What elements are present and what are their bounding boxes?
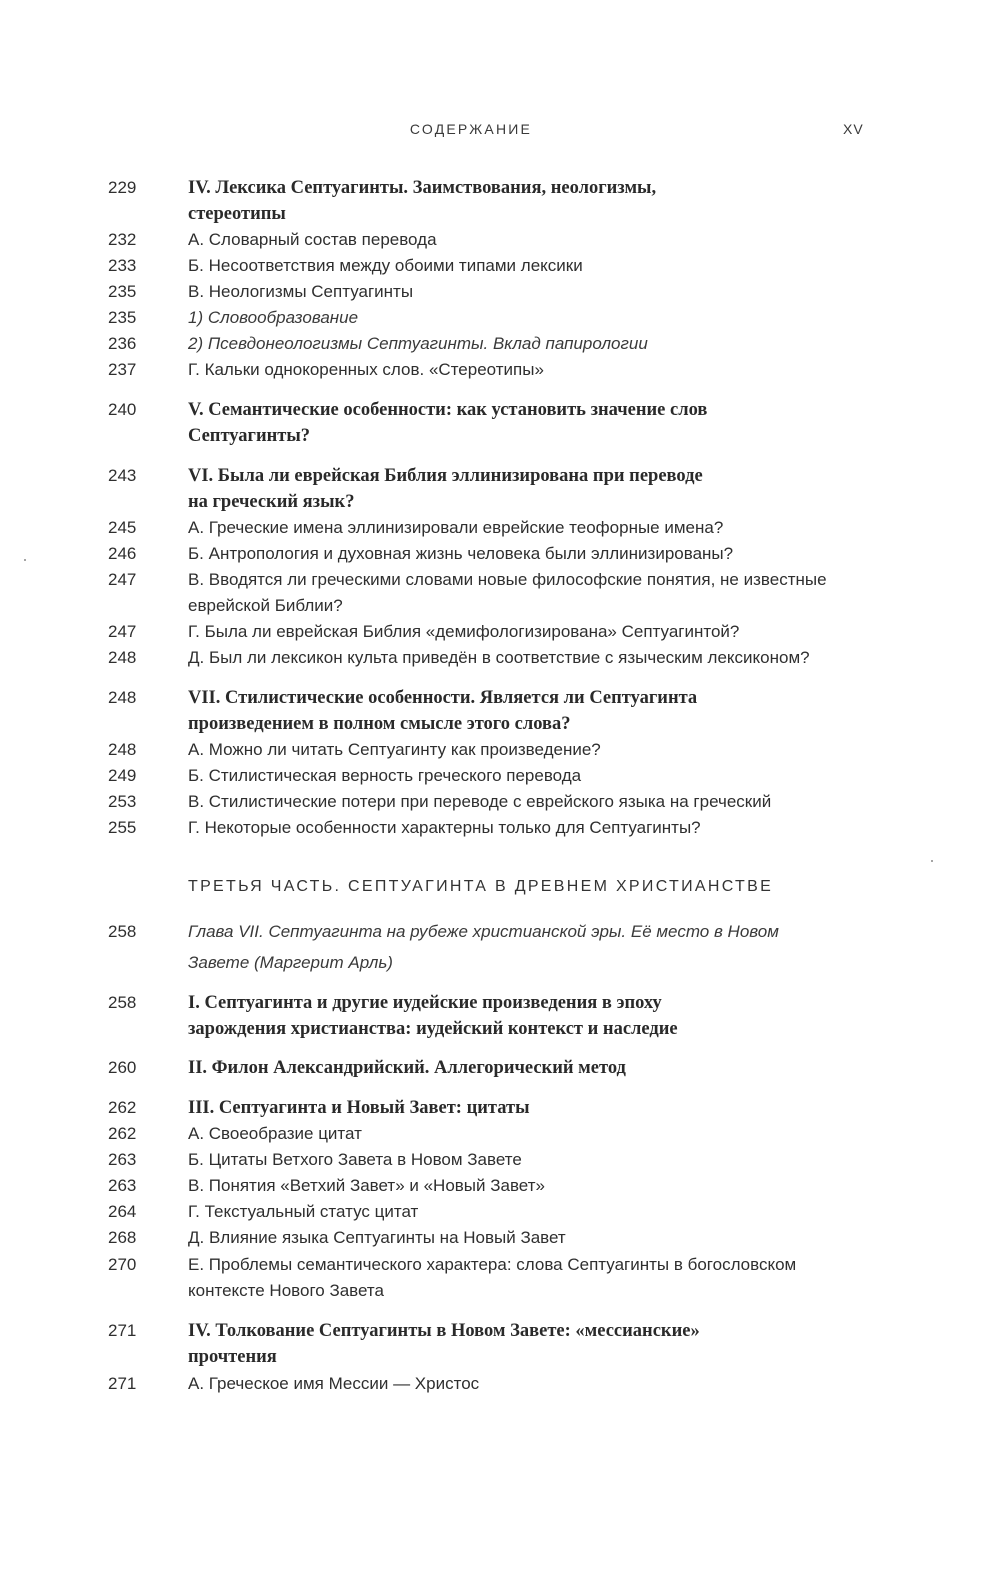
toc-subsection-title: еврейской Библии? [188, 596, 343, 615]
toc-section-title: I. Септуагинта и другие иудейские произведения в эпоху [188, 993, 662, 1013]
toc-section-title: прочтения [188, 1347, 277, 1367]
toc-subsection-title: Д. Был ли лексикон культа приведён в соответствие с языческим лексиконом? [188, 648, 810, 667]
toc-subsection-title: В. Неологизмы Септуагинты [188, 282, 414, 301]
toc-section-title: II. Филон Александрийский. Аллегорический метод [188, 1058, 626, 1078]
toc-entry [0, 763, 1000, 789]
toc-entry [0, 201, 1000, 227]
toc-entry [0, 1147, 1000, 1173]
toc-section-title: произведением в полном смысле этого слова? [188, 714, 571, 734]
toc-page-number: 229 [108, 178, 137, 197]
toc-page-number: 270 [108, 1255, 137, 1274]
toc-entry [0, 685, 1000, 711]
toc-page-number: 243 [108, 466, 137, 485]
toc-page-number: 262 [108, 1124, 137, 1143]
toc-entry [0, 567, 1000, 593]
toc-page-number: 258 [108, 993, 137, 1012]
toc-entry [0, 1371, 1000, 1397]
toc-subsection-title: А. Греческое имя Мессии — Христос [188, 1374, 480, 1393]
toc-section-title: VI. Была ли еврейская Библия эллинизирована при переводе [188, 466, 703, 486]
toc-page-number: 247 [108, 622, 137, 641]
toc-entry [0, 489, 1000, 515]
toc-entry [0, 1344, 1000, 1370]
toc-subsection-title: Б. Стилистическая верность греческого перевода [188, 766, 582, 785]
toc-entry [0, 1055, 1000, 1081]
toc-page-number: 268 [108, 1228, 137, 1247]
toc-entry [0, 950, 1000, 976]
toc-page-number: 263 [108, 1176, 137, 1195]
toc-item-title: 1) Словообразование [188, 308, 359, 327]
toc-entry [0, 919, 1000, 945]
toc-entry [0, 1252, 1000, 1278]
toc-entry [0, 815, 1000, 841]
toc-entry [0, 227, 1000, 253]
toc-entry [0, 990, 1000, 1016]
toc-entry [0, 1173, 1000, 1199]
toc-page-number: 263 [108, 1150, 137, 1169]
toc-entry [0, 331, 1000, 357]
toc-entry [0, 593, 1000, 619]
toc-entry [0, 619, 1000, 645]
toc-entry [0, 423, 1000, 449]
toc-subsection-title: В. Понятия «Ветхий Завет» и «Новый Завет» [188, 1176, 545, 1195]
toc-entry [0, 737, 1000, 763]
toc-entry [0, 711, 1000, 737]
scan-speck [931, 860, 933, 862]
toc-part-heading [0, 874, 1000, 900]
page-number: XV [843, 121, 864, 137]
toc-section-title: на греческий язык? [188, 492, 355, 512]
toc-subsection-title: Г. Некоторые особенности характерны только для Септуагинты? [188, 818, 701, 837]
toc-section-title: Септуагинты? [188, 426, 311, 446]
toc-subsection-title: А. Словарный состав перевода [188, 230, 437, 249]
toc-page-number: 264 [108, 1202, 137, 1221]
toc-page-number: 271 [108, 1374, 137, 1393]
toc-subsection-title: контексте Нового Завета [188, 1281, 384, 1300]
toc-entry [0, 1318, 1000, 1344]
toc-subsection-title: Б. Несоответствия между обоими типами лексики [188, 256, 583, 275]
toc-section-title: VII. Стилистические особенности. Является ли Септуагинта [188, 688, 698, 708]
toc-section-title: стереотипы [188, 204, 286, 224]
toc-page-number: 258 [108, 922, 137, 941]
toc-subsection-title: В. Стилистические потери при переводе с еврейского языка на греческий [188, 792, 772, 811]
toc-page-number: 260 [108, 1058, 137, 1077]
toc-entry [0, 515, 1000, 541]
toc-page-number: 233 [108, 256, 137, 275]
toc-page-number: 255 [108, 818, 137, 837]
toc-page-number: 253 [108, 792, 137, 811]
toc-subsection-title: Е. Проблемы семантического характера: слова Септуагинты в богословском [188, 1255, 797, 1274]
toc-entry [0, 1278, 1000, 1304]
toc-subsection-title: А. Своеобразие цитат [188, 1124, 362, 1143]
toc-entry [0, 175, 1000, 201]
toc-entry [0, 1225, 1000, 1251]
toc-entry [0, 1121, 1000, 1147]
toc-entry [0, 1095, 1000, 1121]
toc-entry [0, 253, 1000, 279]
toc-page-number: 262 [108, 1098, 137, 1117]
toc-page-number: 248 [108, 648, 137, 667]
toc-page-number: 235 [108, 308, 137, 327]
toc-section-title: IV. Толкование Септуагинты в Новом Завете: «мессианские» [188, 1321, 700, 1341]
toc-subsection-title: Г. Была ли еврейская Библия «демифологизирована» Септуагинтой? [188, 622, 740, 641]
toc-page-number: 240 [108, 400, 137, 419]
toc-page-number: 232 [108, 230, 137, 249]
toc-page-number: 248 [108, 740, 137, 759]
toc-chapter-title: Завете (Маргерит Арль) [188, 953, 393, 972]
toc-page-number: 247 [108, 570, 137, 589]
toc-subsection-title: А. Можно ли читать Септуагинту как произведение? [188, 740, 601, 759]
toc-subsection-title: Г. Текстуальный статус цитат [188, 1202, 419, 1221]
toc-entry [0, 397, 1000, 423]
toc-entry [0, 463, 1000, 489]
toc-page-number: 271 [108, 1321, 137, 1340]
toc-page-number: 246 [108, 544, 137, 563]
toc-page-number: 236 [108, 334, 137, 353]
toc-page-number: 245 [108, 518, 137, 537]
toc-subsection-title: Б. Цитаты Ветхого Завета в Новом Завете [188, 1150, 522, 1169]
toc-section-title: III. Септуагинта и Новый Завет: цитаты [188, 1098, 530, 1118]
toc-entry [0, 357, 1000, 383]
toc-entry [0, 1199, 1000, 1225]
toc-subsection-title: Д. Влияние языка Септуагинты на Новый Завет [188, 1228, 566, 1247]
toc-subsection-title: А. Греческие имена эллинизировали еврейские теофорные имена? [188, 518, 724, 537]
toc-entry [0, 541, 1000, 567]
toc-item-title: 2) Псевдонеологизмы Септуагинты. Вклад папирологии [188, 334, 648, 353]
toc-entry [0, 1016, 1000, 1042]
toc-page-number: 248 [108, 688, 137, 707]
toc-subsection-title: Б. Антропология и духовная жизнь человека были эллинизированы? [188, 544, 734, 563]
toc-entry [0, 789, 1000, 815]
running-title: СОДЕРЖАНИЕ [409, 121, 533, 137]
toc-page-number: 237 [108, 360, 137, 379]
toc-entry [0, 645, 1000, 671]
part-title: ТРЕТЬЯ ЧАСТЬ. СЕПТУАГИНТА В ДРЕВНЕМ ХРИСТИАНСТВЕ [188, 878, 774, 895]
toc-subsection-title: В. Вводятся ли греческими словами новые философские понятия, не известные [188, 570, 827, 589]
toc-page-number: 249 [108, 766, 137, 785]
toc-section-title: зарождения христианства: иудейский контекст и наследие [188, 1019, 678, 1039]
toc-section-title: V. Семантические особенности: как установить значение слов [188, 400, 708, 420]
toc-entry [0, 305, 1000, 331]
toc-entry [0, 279, 1000, 305]
toc-subsection-title: Г. Кальки однокоренных слов. «Стереотипы» [188, 360, 544, 379]
toc-section-title: IV. Лексика Септуагинты. Заимствования, неологизмы, [188, 178, 657, 198]
toc-chapter-title: Глава VII. Септуагинта на рубеже христианской эры. Её место в Новом [188, 922, 779, 941]
toc-page-number: 235 [108, 282, 137, 301]
